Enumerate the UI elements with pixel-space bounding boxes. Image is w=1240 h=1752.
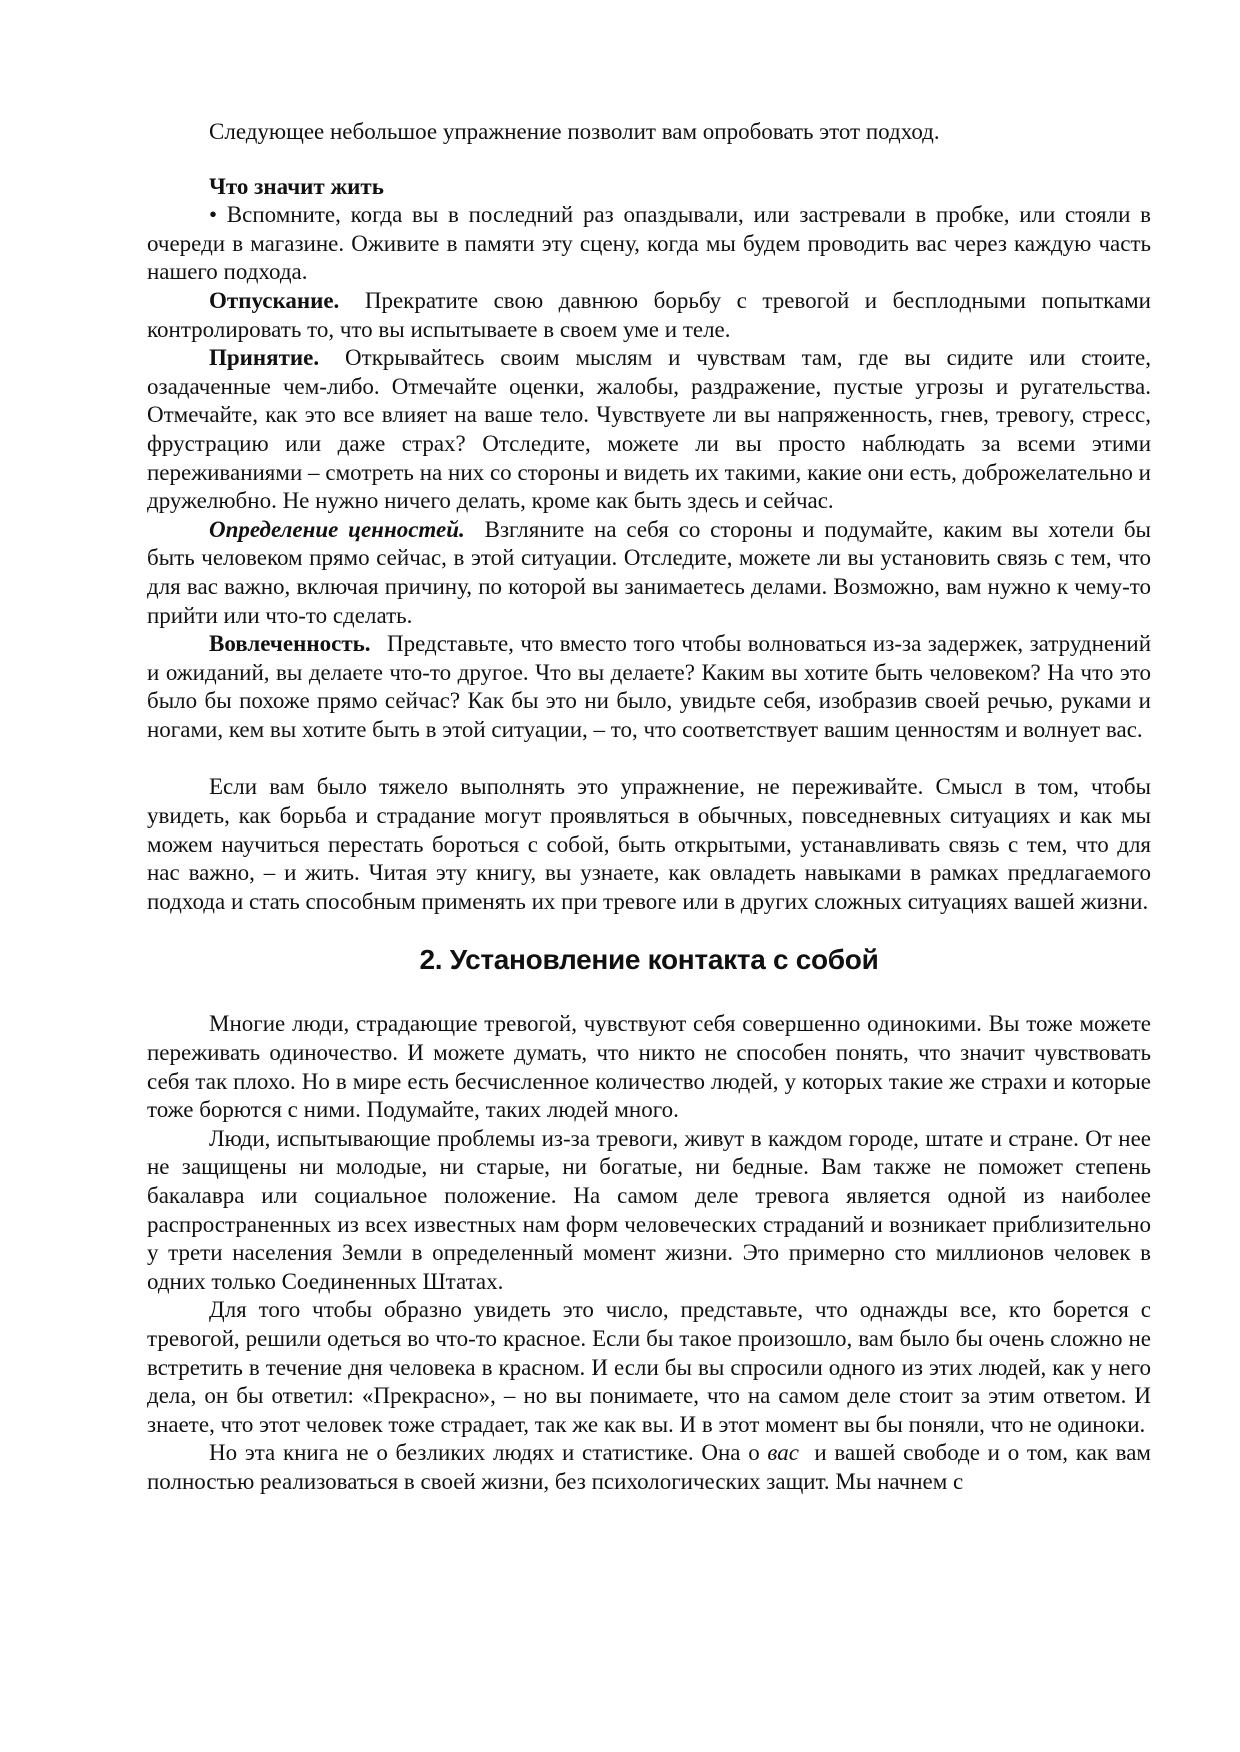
step-text: Открывайтесь своим мыслям и чувствам там, где вы сидите или стоите, озадаченные чем-либо. Отмечайте оценки, жалобы, раздражение, пустые угрозы и ругательства. Отмечайте, как это все влияет на ваше тело. Чувствуете ли вы напряженность, гнев, тревогу, стресс, фрустрацию или даже страх? Отследите, можете ли вы просто наблюдать за всеми этими переживаниями – смотреть на них со стороны и видеть их такими, какие они есть, доброжелательно и дружелюбно. Не нужно ничего делать, кроме как быть здесь и сейчас. bbox=[147, 345, 1151, 514]
chapter-title: 2. Установление контакта с собой bbox=[419, 944, 879, 976]
step-text: Прекратите свою давнюю борьбу с тревогой и бесплодными попытками контролировать то, что вы испытываете в своем уме и теле. bbox=[147, 287, 1151, 342]
text-segment: Но эта книга не о безликих людях и статистике. Она о bbox=[209, 1440, 768, 1466]
step-lead: Отпускание. bbox=[209, 287, 340, 313]
last-paragraph bbox=[147, 1439, 1157, 1496]
step-lead: Определение ценностей. bbox=[209, 516, 465, 542]
exercise-heading: Что значит жить bbox=[209, 173, 384, 199]
step-acceptance bbox=[147, 344, 1151, 516]
conclusion-paragraph: Если вам было тяжело выполнять это упражнение, не переживайте. Смысл в том, чтобы увидеть, как борьба и страдание могут проявляться в обычных, повседневных ситуациях и как мы можем научиться перестать бороться с собой, быть открытыми, устанавливать связь с тем, что для нас важно, – и жить. Читая эту книгу, вы узнаете, как овладеть навыками в рамках предлагаемого подхода и стать способным применять их при тревоге или в других сложных ситуациях вашей жизни. bbox=[147, 774, 1151, 914]
text-segment: и вашей свободе и о том, как вам полностью реализоваться в своей жизни, без психологических защит. Мы начнем с bbox=[147, 1440, 1157, 1494]
step-values bbox=[147, 516, 1151, 630]
chapter-paragraph: Люди, испытывающие проблемы из-за тревоги, живут в каждом городе, штате и стране. От нее не защищены ни молодые, ни старые, ни богатые, ни бедные. Вам также не поможет степень бакалавра или социальное положение. На самом деле тревога является одной из наиболее распространенных из всех известных нам форм человеческих страданий и возникает приблизительно у трети населения Земли в определенный момент жизни. Это примерно сто миллионов человек в одних только Соединенных Штатах. bbox=[147, 1125, 1151, 1294]
step-lead: Вовлеченность. bbox=[209, 631, 371, 657]
step-text: Взгляните на себя со стороны и подумайте, каким вы хотели бы быть человеком прямо сейчас, в этой ситуации. Отследите, можете ли вы установить связь с тем, что для вас важно, включая причину, по которой вы занимаетесь делами. Возможно, вам нужно к чему-то прийти или что-то сделать. bbox=[147, 516, 1151, 628]
chapter-paragraph: Многие люди, страдающие тревогой, чувствуют себя совершенно одинокими. Вы тоже можете переживать одиночество. И можете думать, что никто не способен понять, что значит чувствовать себя так плохо. Но в мире есть бесчисленное количество людей, у которых такие же страхи и которые тоже борются с ними. Подумайте, таких людей много. bbox=[147, 1011, 1151, 1123]
step-lead: Принятие. bbox=[209, 345, 320, 371]
bullet-paragraph: • Вспомните, когда вы в последний раз опаздывали, или застревали в пробке, или стояли в очереди в магазине. Оживите в памяти эту сцену, когда мы будем проводить вас через каждую часть нашего подхода. bbox=[147, 202, 1151, 285]
step-engagement bbox=[147, 630, 1151, 744]
intro-paragraph: Следующее небольшое упражнение позволит вам опробовать этот подход. bbox=[209, 119, 940, 144]
document-page bbox=[147, 118, 1157, 1497]
chapter-paragraph: Для того чтобы образно увидеть это число, представьте, что однажды все, кто борется с тревогой, решили одеться во что-то красное. Если бы такое произошло, вам было бы очень сложно не встретить в течение дня человека в красном. И если бы вы спросили одного из этих людей, как у него дела, он бы ответил: «Прекрасно», – но вы понимаете, что на самом деле стоит за этим ответом. И знаете, что этот человек тоже страдает, так же как вы. И в этот момент вы бы поняли, что не одиноки. bbox=[147, 1297, 1151, 1437]
emphasis-word: вас bbox=[767, 1440, 799, 1466]
step-text: Представьте, что вместо того чтобы волноваться из-за задержек, затруднений и ожиданий, вы делаете что-то другое. Что вы делаете? Каким вы хотите быть человеком? На что это было бы похоже прямо сейчас? Как бы это ни было, увидьте себя, изобразив своей речью, руками и ногами, кем вы хотите быть в этой ситуации, – то, что соответствует вашим ценностям и волнует вас. bbox=[147, 631, 1152, 742]
step-letting-go bbox=[147, 287, 1151, 344]
